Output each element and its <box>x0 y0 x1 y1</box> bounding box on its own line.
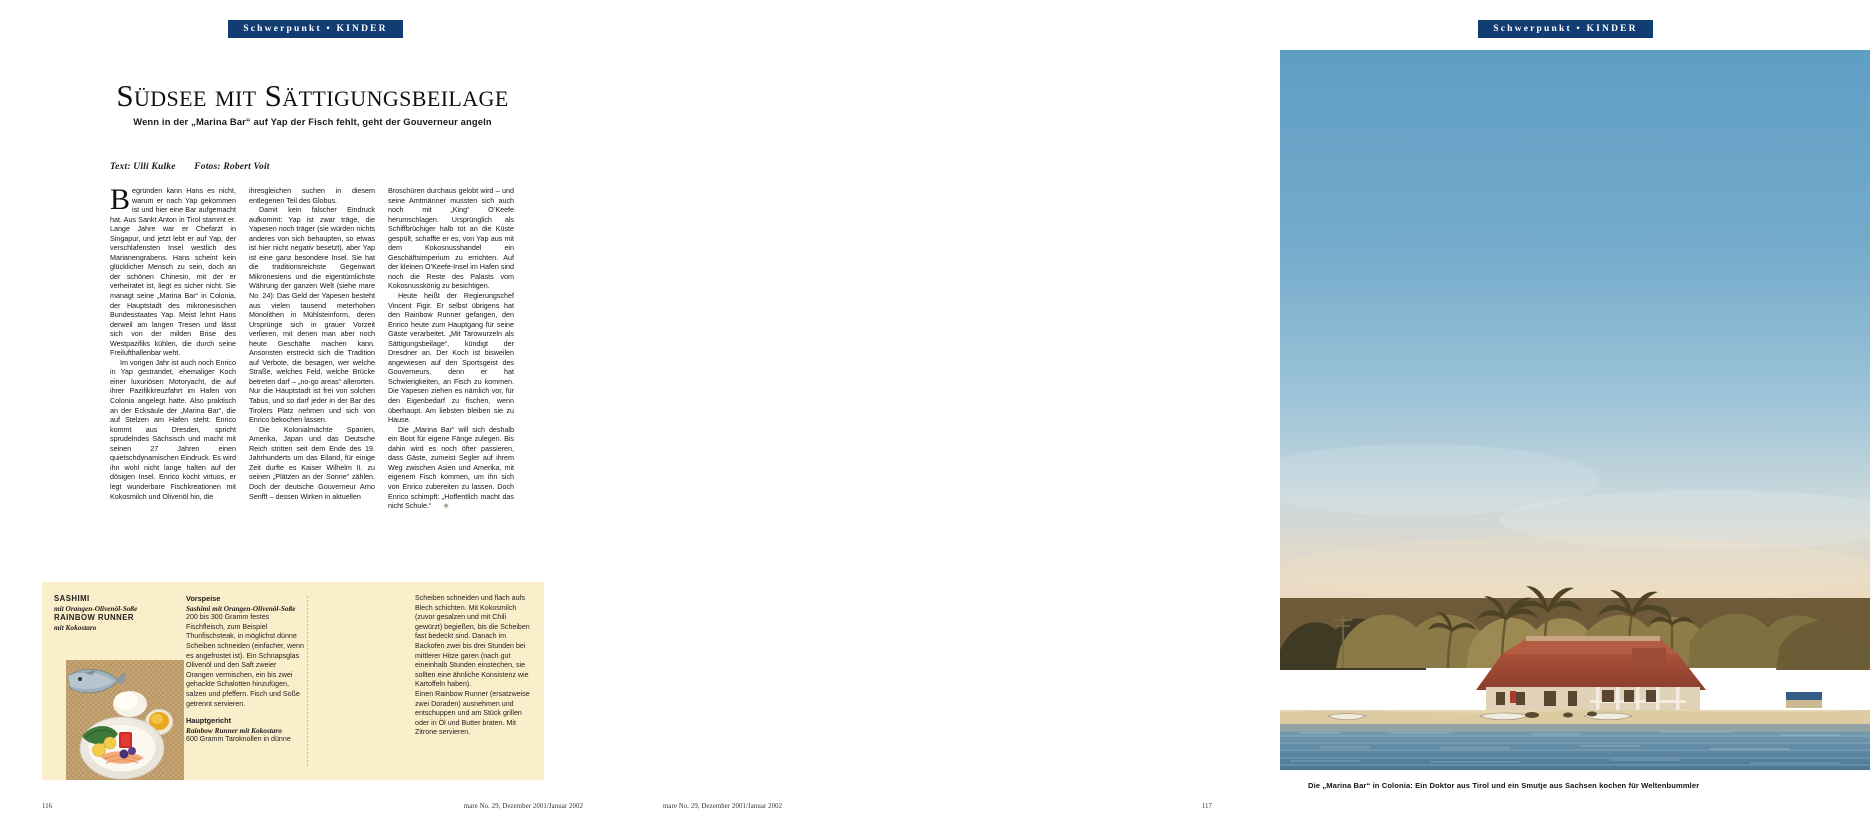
recipe-course-label-2: Hauptgericht <box>186 716 231 726</box>
paragraph-text: Die „Marina Bar“ will sich deshalb ein Boot für eigene Fänge zulegen. Bis dahin wird es noch öfter passieren, dass Gäste, zumeist Segler auf ihrem Weg zwischen Asien und Amerika, mit eigenem Fisch kommen, um ihn sich von Enrico zubereiten zu lassen. Doch Enrico schimpft: „Hoffentlich macht das nicht Schule.“ <box>388 424 514 511</box>
paragraph: Im vorigen Jahr ist auch noch Enrico in Yap gestrandet, ehemaliger Koch einer luxuriösen Motoryacht, die auf ihrer Pazifikkreuzfahrt im Hafen von Colonia angelegt hatte. Also praktisch an der Ecksäule der „Marina Bar“, die auf Stelzen am Hafen steht. Enrico kommt aus Dresden, spricht sprudelndes Sächsisch und macht mit seinen 27 Jahren einen quietschdynamischen Eindruck. Es wird ihn wohl nicht lange halten auf der dösigen Insel. Enrico kocht virtuos, er legt wunderbare Fischkreationen mit Kokosmilch und Olivenöl hin, die <box>110 357 236 501</box>
drop-cap: B <box>110 183 130 216</box>
recipe-course-label: Vorspeise <box>186 594 221 603</box>
paragraph: Broschüren durchaus gelobt wird – und seine Amtmänner mussten sich auch noch mit „King“ O’Keefe herumschlagen. Ursprünglich als Schiffbrüchiger halb tot an die Küste gespült, schaffte er es, von Yap aus mit dem Kokosnusshandel ein Geschäftsimperium zu errichten. Auf der kleinen O’Keefe-Insel im Hafen sind noch die Reste des Palasts vom Kokosnusskönig zu besichtigen. <box>388 186 514 291</box>
waterfront-scene-illustration <box>1280 50 1870 770</box>
recipe-title-2: RAINBOW RUNNER <box>54 613 134 623</box>
paragraph <box>388 425 514 512</box>
paragraph-text: egründen kann Hans es nicht, warum er nach Yap gekommen ist und hier eine Bar aufgemacht hat. Aus Sankt Anton in Tirol stammt er. Lange Jahre war er Chefarzt in Singapur, und jetzt lebt er auf Yap, der verschlafensten Insel westlich des Marianengrabens. Hans scheint kein glücklicher Mensch zu sein, doch an der schönen Chinesin, mit der er verheiratet ist, liegt es sicher nicht. Sie managt seine „Marina Bar“ in Colonia, der Hauptstadt des mikronesischen Bundesstaates Yap. Meist lehnt Hans derweil am langen Tresen und lässt sich von der milden Brise des Westpazifiks kühlen, die durch seine Freilufthallenbar weht. <box>110 186 236 358</box>
subheadline: Wenn in der „Marina Bar“ auf Yap der Fisch fehlt, geht der Gouverneur angeln <box>133 116 492 127</box>
recipe-divider <box>307 596 308 766</box>
recipe-course-name: Sashimi mit Orangen-Olivenöl-Soße <box>186 603 296 613</box>
left-page <box>0 0 625 834</box>
recipe-course-body: 200 bis 300 Gramm festes Fischfleisch, zum Beispiel Thunfischsteak, in möglichst dünne Scheiben schneiden (einfacher, wenn es angefrostet ist). Ein Schnapsglas Olivenöl und den Saft zweier Orangen vermischen, ein bis zwei gehackte Schalotten hinzufügen, salzen und pfeffern. Fisch und Soße getrennt servieren. <box>186 613 304 708</box>
article-column-2 <box>249 186 375 576</box>
article-body <box>110 183 515 576</box>
recipe-course-body-2: 600 Gramm Taroknollen in dünne <box>186 735 291 744</box>
right-page <box>625 0 1700 834</box>
folio-issue-left: mare No. 29, Dezember 2001/Januar 2002 <box>463 803 583 810</box>
paragraph: Die Kolonialmächte Spanien, Amerika, Japan und das Deutsche Reich stritten seit dem Ende des 19. Jahrhunderts um das Eiland, für einige Zeit durfte es Kaiser Wilhelm II. zu seinen „Plätzen an der Sonne“ zählen. Doch der deutsche Gouverneur Arno Senfft – dessen Wirken in aktuellen <box>249 424 375 501</box>
paragraph <box>110 183 236 358</box>
recipe-course-2-column <box>415 594 535 738</box>
recipe-course-1-column <box>186 594 304 745</box>
page-title: Südsee mit Sättigungsbeilage <box>116 78 509 113</box>
recipe-box <box>42 582 544 780</box>
fish-plate-illustration <box>66 660 184 780</box>
byline-author: Text: Ulli Kulke <box>110 162 176 172</box>
recipe-subtitle-1: mit Orangen-Olivenöl-Soße <box>54 603 138 613</box>
recipe-method-part-2: Einen Rainbow Runner (ersatzweise zwei Doraden) ausnehmen und entschuppen und am Stück grillen oder in Öl und Butter braten. Mit Zitrone servieren. <box>415 689 530 737</box>
spacer <box>186 709 304 716</box>
recipe-subtitle-2: mit Kokostaro <box>54 622 97 632</box>
recipe-heading-column <box>54 594 172 632</box>
end-mark-icon: ⎈ <box>443 503 449 511</box>
paragraph: Heute heißt der Regierungschef Vincent Figir. Er selbst übrigens hat den Rainbow Runner gefangen, den Enrico heute zum Hauptgang für seine Gäste verarbeitet. „Mit Tarowurzeln als Sättigungsbeilage“, kündigt der Dresdner an. Der Koch ist bisweilen angewiesen auf den Sportsgeist des Gouverneurs, denn er hat Schwierigkeiten, an Fisch zu kommen. Die Yapesen ziehen es nämlich vor, für den Eigenbedarf zu fischen, wenn überhaupt. Am liebsten bleiben sie zu Hause. <box>388 291 514 425</box>
recipe-photo <box>66 660 184 780</box>
byline-photographer: Fotos: Robert Voit <box>194 162 270 172</box>
recipe-course-name-2: Rainbow Runner mit Kokostaro <box>186 725 282 735</box>
main-photo <box>1280 50 1870 770</box>
recipe-title-1: SASHIMI <box>54 594 90 603</box>
paragraph: ihresgleichen suchen in diesem entlegenen Teil des Globus. <box>249 186 375 205</box>
folio-issue-right: mare No. 29, Dezember 2001/Januar 2002 <box>663 803 783 810</box>
article-column-3 <box>388 186 514 576</box>
byline <box>110 162 286 172</box>
section-badge-right: Schwerpunkt • KINDER <box>1478 20 1653 38</box>
folio-page-number-left: 116 <box>42 803 53 810</box>
article-column-1 <box>110 183 236 576</box>
paragraph: Damit kein falscher Eindruck aufkommt: Yap ist zwar träge, die Yapesen noch träger (sie würden nichts anderes von sich behaupten, so etwas ist hier nicht negativ besetzt), aber Yap ist eine ganz besondere Insel. Sie hat die traditionsreichste Gegenwart Mikronesiens und die eigentümlichste Währung der ganzen Welt (siehe mare No. 24): Das Geld der Yapesen besteht aus vielen tausend meterhohen Monolithen in Mühlsteinform, deren Ursprünge sich in grauer Vorzeit verlieren, mit denen man aber noch heute Geschäfte machen kann. Ansonsten erstreckt sich die Tradition auf Verbote, die besagen, wer welche Straße, welches Feld, welche Brücke betreten darf – „no-go areas“ allerorten. Nur die Hauptstadt ist frei von solchen Tabus, und so darf jeder in der Bar des Tirolers Platz nehmen und sich von Enrico bekochen lassen. <box>249 205 375 425</box>
folio-page-number-right: 117 <box>1201 803 1212 810</box>
photo-caption: Die „Marina Bar“ in Colonia: Ein Doktor aus Tirol und ein Smutje aus Sachsen kochen für Weltenbummler <box>1308 781 1700 790</box>
recipe-method-part-1: Scheiben schneiden und flach aufs Blech schichten. Mit Kokosmilch (zuvor gesalzen und mit Chili gewürzt) begießen, bis die Scheiben fast bedeckt sind. Danach im Backofen zwei bis drei Stunden bei mittlerer Hitze garen (nach gut eineinhalb Stunden einstechen, sie sollten eine ähnliche Konsistenz wie Kartoffeln haben). <box>415 594 530 689</box>
section-badge-left: Schwerpunkt • KINDER <box>228 20 403 38</box>
